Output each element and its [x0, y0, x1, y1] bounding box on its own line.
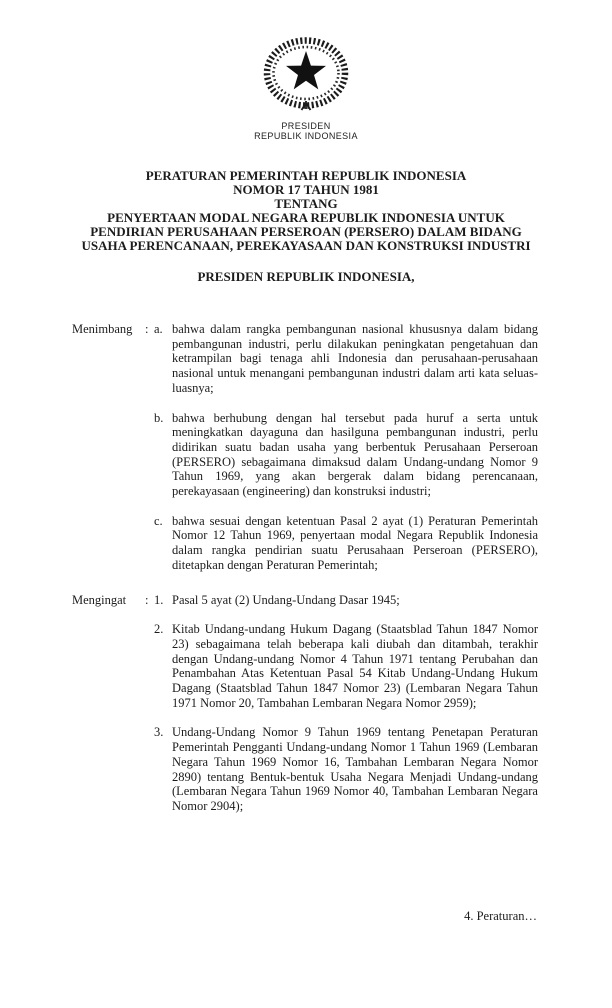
regulation-title [0, 169, 612, 253]
mengingat-items [154, 593, 538, 814]
title-line-6: USAHA PERENCANAAN, PEREKAYASAAN DAN KONSTRUKSI INDUSTRI [81, 238, 531, 253]
section-label: Mengingat [72, 592, 127, 607]
item-text: bahwa berhubung dengan hal tersebut pada huruf a serta untuk meningkatkan dayaguna dan hasilguna pembangunan industri, perlu didirikan suatu badan usaha yang berbentuk Perusahaan Perseroan (PERSERO) sebagaimana dimaksud dalam Undang-undang Nomor 9 Tahun 1969, yang akan bergerak dalam bidang perencanaan, perekayasaan (engineering) dan konstruksi industri; [172, 410, 538, 499]
item-text: bahwa sesuai dengan ketentuan Pasal 2 ayat (1) Peraturan Pemerintah Nomor 12 Tahun 1969, penyertaan modal Negara Republik Indonesia dalam rangka pendirian suatu Perusahaan Perseroan (PERSERO), ditetapkan dengan Peraturan Pemerintah; [172, 513, 538, 572]
section-menimbang [72, 322, 538, 573]
section-colon: : [145, 322, 149, 336]
item-text: bahwa dalam rangka pembangunan nasional khususnya dalam bidang pembangunan industri, perlu dilakukan peningkatan pengetahuan dan ketrampilan bagi tenaga ahli Indonesia dan perusahaan-perusahaan nasional untuk menangani pembangunan industri dalam arti kata seluas-luasnya; [172, 322, 538, 395]
seal-subtitle: REPUBLIK INDONESIA [254, 131, 358, 141]
title-line-5: PENDIRIAN PERUSAHAAN PERSEROAN (PERSERO) DALAM BIDANG [90, 224, 522, 239]
section-mengingat [72, 593, 538, 814]
legal-basis-item-2 [154, 622, 538, 710]
star-glyph [286, 51, 326, 89]
item-marker: a. [154, 322, 163, 336]
legal-basis-item-1 [154, 593, 538, 608]
consideration-item-a [154, 322, 538, 396]
star-wreath-seal-icon [262, 37, 350, 113]
menimbang-items [154, 322, 538, 573]
legal-basis-item-3 [154, 725, 538, 813]
seal-title: PRESIDEN [281, 121, 331, 131]
item-text: Undang-Undang Nomor 9 Tahun 1969 tentang Penetapan Peraturan Pemerintah Pengganti Undang-undang Nomor 1 Tahun 1969 (Lembaran Negara Tahun 1969 Nomor 16, Tambahan Lembaran Negara Nomor 2890) tentang Bentuk-bentuk Usaha Negara Menjadi Undang-undang (Lembaran Negara Tahun 1969 Nomor 40, Tambahan Lembaran Negara Nomor 2904); [172, 725, 538, 813]
title-line-1: PERATURAN PEMERINTAH REPUBLIK INDONESIA [145, 168, 467, 183]
item-marker: 1. [154, 592, 164, 607]
catchword: 4. Peraturan… [464, 909, 537, 923]
item-marker: b. [154, 410, 164, 425]
section-colon: : [145, 592, 149, 607]
item-marker: 3. [154, 725, 164, 740]
document-body [0, 322, 612, 814]
consideration-item-c [154, 514, 538, 573]
section-label: Menimbang [72, 322, 133, 336]
consideration-item-b [154, 411, 538, 499]
title-line-3: TENTANG [274, 196, 338, 211]
item-text: Pasal 5 ayat (2) Undang-Undang Dasar 1945; [172, 592, 400, 607]
title-line-2: NOMOR 17 TAHUN 1981 [233, 182, 379, 197]
salutation: PRESIDEN REPUBLIK INDONESIA, [197, 269, 415, 284]
presidential-seal [0, 0, 612, 141]
title-line-4: PENYERTAAN MODAL NEGARA REPUBLIK INDONESIA UNTUK [107, 210, 505, 225]
item-marker: c. [154, 513, 163, 528]
item-marker: 2. [154, 622, 164, 637]
item-text: Kitab Undang-undang Hukum Dagang (Staatsblad Tahun 1847 Nomor 23) sebagaimana telah beberapa kali diubah dan ditambah, terakhir dengan Undang-undang Nomor 4 Tahun 1971 tentang Perubahan dan Penambahan Atas Ketentuan Pasal 54 Kitab Undang-Undang Hukum Dagang (Staatsblad Tahun 1847 Nomor 23) (Lembaran Negara Tahun 1971 Nomor 20, Tambahan Lembaran Negara Nomor 2959); [172, 622, 538, 710]
